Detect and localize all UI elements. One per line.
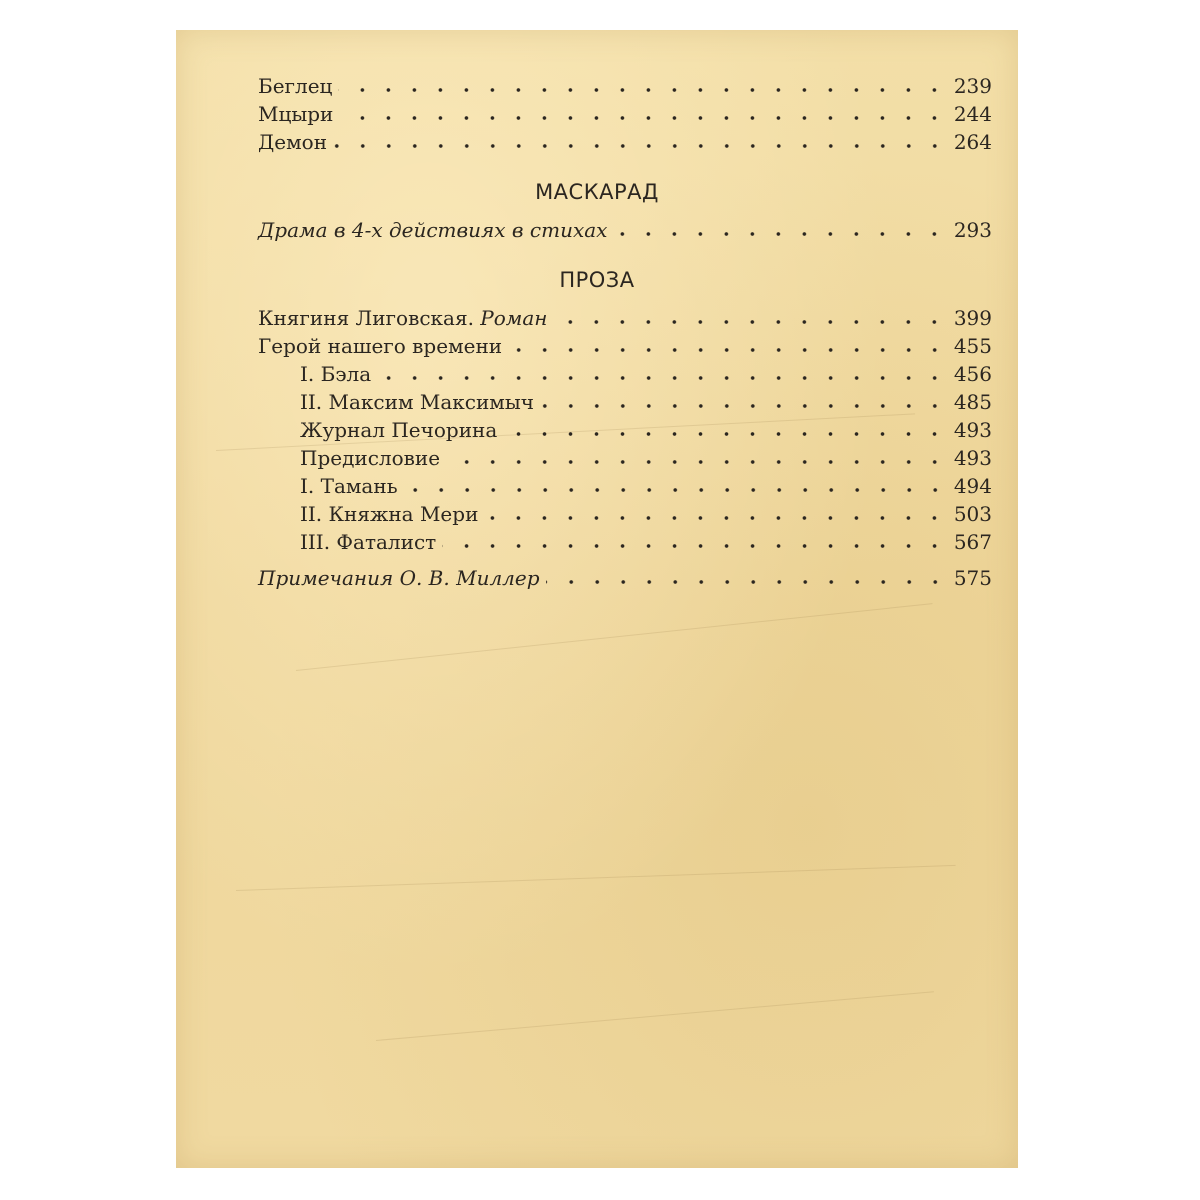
toc-entry-title: Мцыри — [258, 102, 334, 126]
toc-entry-title: I. Бэла — [300, 362, 372, 386]
dot-leader — [553, 318, 947, 326]
toc-entry-title: Демон — [258, 130, 328, 154]
toc-entry-geroy[interactable] — [258, 332, 992, 360]
dot-leader — [377, 374, 948, 382]
toc-entry-title: II. Максим Максимыч — [300, 390, 534, 414]
toc-entry-page: 399 — [953, 306, 992, 330]
book-page — [176, 30, 1018, 1168]
toc-entry-page: 244 — [953, 102, 992, 126]
toc-entry-title — [258, 304, 553, 332]
dot-leader — [404, 486, 948, 494]
dot-leader — [546, 578, 948, 586]
toc-entry-page: 494 — [953, 474, 992, 498]
toc-entry-zhurnal-pechorina[interactable] — [300, 416, 992, 444]
toc-entry-title: Герой нашего времени — [258, 334, 503, 358]
dot-leader — [484, 514, 947, 522]
toc-entry-mtsyri[interactable] — [258, 100, 992, 128]
toc-entry-title: Предисловие — [300, 446, 441, 470]
toc-entry-title: Журнал Печорина — [300, 418, 498, 442]
toc-entry-title: Беглец — [258, 74, 333, 98]
toc-entry-fatalist[interactable] — [300, 528, 992, 556]
toc-entry-title: II. Княжна Мери — [300, 502, 479, 526]
dot-leader — [508, 346, 948, 354]
toc-entry-title: I. Тамань — [300, 474, 398, 498]
toc-entry-page: 264 — [953, 130, 992, 154]
dot-leader — [503, 430, 948, 438]
toc-entry-page: 567 — [953, 530, 992, 554]
toc-entry-title: Примечания О. В. Миллер — [258, 566, 540, 590]
toc-entry-page: 485 — [953, 390, 992, 414]
dot-leader — [338, 86, 947, 94]
dot-leader — [333, 142, 948, 150]
section-heading-maskarad: МАСКАРАД — [535, 180, 659, 204]
toc-entry-page: 456 — [953, 362, 992, 386]
toc-entry-maksim-maksimych[interactable] — [300, 388, 992, 416]
toc-entry-taman[interactable] — [300, 472, 992, 500]
toc-entry-knyaginya-ligovskaya[interactable] — [258, 304, 992, 332]
toc-entry-page: 493 — [953, 446, 992, 470]
toc-entry-predislovie[interactable] — [300, 444, 992, 472]
dot-leader — [613, 230, 947, 238]
toc-entry-page: 575 — [953, 566, 992, 590]
toc-entry-bela[interactable] — [300, 360, 992, 388]
toc-entry-page: 293 — [953, 218, 992, 242]
toc-entry-drama[interactable] — [258, 216, 992, 244]
section-heading-proza: ПРОЗА — [559, 268, 635, 292]
toc-entry-title: Драма в 4-х действиях в стихах — [258, 218, 608, 242]
dot-leader — [339, 114, 947, 122]
toc-entry-page: 503 — [953, 502, 992, 526]
toc-entry-page: 493 — [953, 418, 992, 442]
toc-entry-demon[interactable] — [258, 128, 992, 156]
dot-leader — [442, 542, 948, 550]
toc-entry-primechaniya[interactable] — [258, 564, 992, 592]
toc-entry-knyazhna-meri[interactable] — [300, 500, 992, 528]
table-of-contents — [176, 30, 1018, 1168]
dot-leader — [540, 402, 948, 410]
toc-entry-page: 239 — [953, 74, 992, 98]
toc-entry-title: III. Фаталист — [300, 530, 437, 554]
toc-entry-page: 455 — [953, 334, 992, 358]
toc-entry-title-main: Княгиня Лиговская. — [258, 306, 474, 330]
dot-leader — [446, 458, 948, 466]
toc-entry-beglets[interactable] — [258, 72, 992, 100]
toc-entry-subtitle: Роман — [480, 306, 548, 330]
